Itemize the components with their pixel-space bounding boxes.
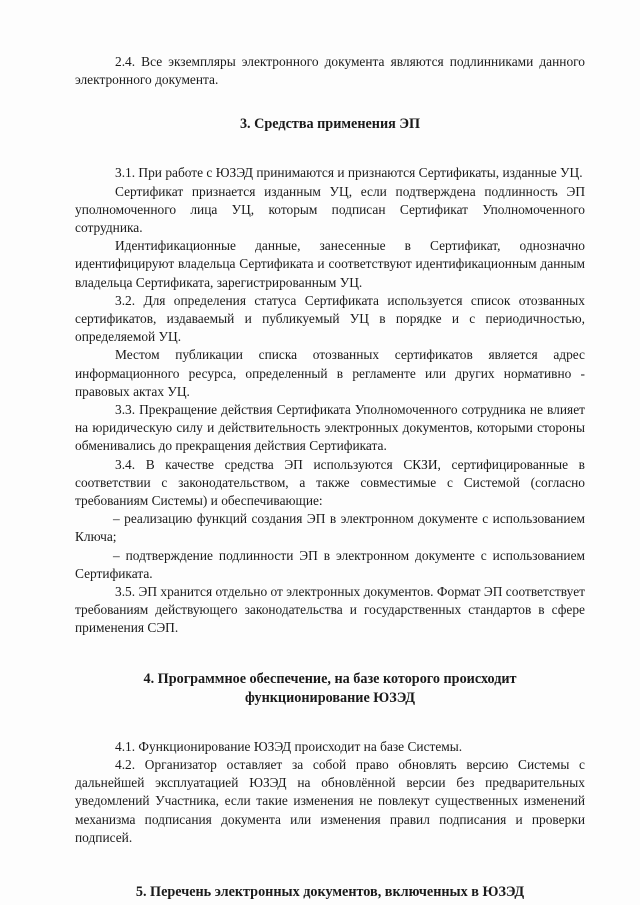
- paragraph-3-3: 3.3. Прекращение действия Сертификата Уполномоченного сотрудника не влияет на юридическую силу и действительность электронных документов, которыми стороны обменивались до прекращения действия Сертификата.: [75, 402, 585, 454]
- paragraph-4-2: 4.2. Организатор оставляет за собой право обновлять версию Системы с дальнейшей эксплуатацией ЮЗЭД на обновлённой версии без предварительных уведомлений Участника, если такие изменения не повлекут существенных изменений механизма подписания документа или изменения правил подписания и проверки подписей.: [75, 756, 585, 845]
- list-item-signature-verification: – подтверждение подлинности ЭП в электронном документе с использованием Сертификата.: [75, 547, 585, 581]
- list-item-signature-creation: – реализацию функций создания ЭП в электронном документе с использованием Ключа;: [75, 511, 585, 545]
- paragraph-3-1-certificate-issued: Сертификат признается изданным УЦ, если подтверждена подлинность ЭП уполномоченного лица УЦ, которым подписан Сертификат Уполномоченного сотрудника.: [75, 183, 585, 236]
- paragraph-3-1-identification-data: Идентификационные данные, занесенные в Сертификат, однозначно идентифицируют владельца Сертификата и соответствуют идентификационным данным владельца Сертификата, зарегистрированным УЦ.: [75, 238, 585, 290]
- paragraph-3-4: 3.4. В качестве средства ЭП используются СКЗИ, сертифицированные в соответствии с законодательством, а также совместимые с Системой (согласно требованиям Системы) и обеспечивающие:: [75, 456, 585, 509]
- paragraph-3-2-publication-place: Местом публикации списка отозванных сертификатов является адрес информационного ресурса, определенный в регламенте или других нормативно - правовых актах УЦ.: [75, 347, 585, 399]
- section-3-heading: 3. Средства применения ЭП: [239, 116, 421, 133]
- paragraph-4-1: 4.1. Функционирование ЮЗЭД происходит на базе Системы.: [115, 738, 463, 754]
- paragraph-3-2: 3.2. Для определения статуса Сертификата используется список отозванных сертификатов, издаваемый и публикуемый УЦ в порядке и с периодичностью, определяемой УЦ.: [75, 292, 585, 345]
- paragraph-3-5: 3.5. ЭП хранится отдельно от электронных документов. Формат ЭП соответствует требованиям действующего законодательства и государственных стандартов в сфере применения СЭП.: [75, 584, 585, 636]
- document-body: [75, 53, 585, 902]
- section-4-heading-line-2: функционирование ЮЗЭД: [245, 689, 415, 706]
- section-4-heading-line-1: 4. Программное обеспечение, на базе которого происходит: [143, 670, 517, 687]
- paragraph-2-4: 2.4. Все экземпляры электронного документа являются подлинниками данного электронного документа.: [75, 54, 585, 88]
- paragraph-3-1: 3.1. При работе с ЮЗЭД принимаются и признаются Сертификаты, изданные УЦ.: [115, 165, 583, 181]
- section-4-heading: [75, 670, 585, 708]
- section-5-heading: 5. Перечень электронных документов, включенных в ЮЗЭД: [135, 883, 525, 900]
